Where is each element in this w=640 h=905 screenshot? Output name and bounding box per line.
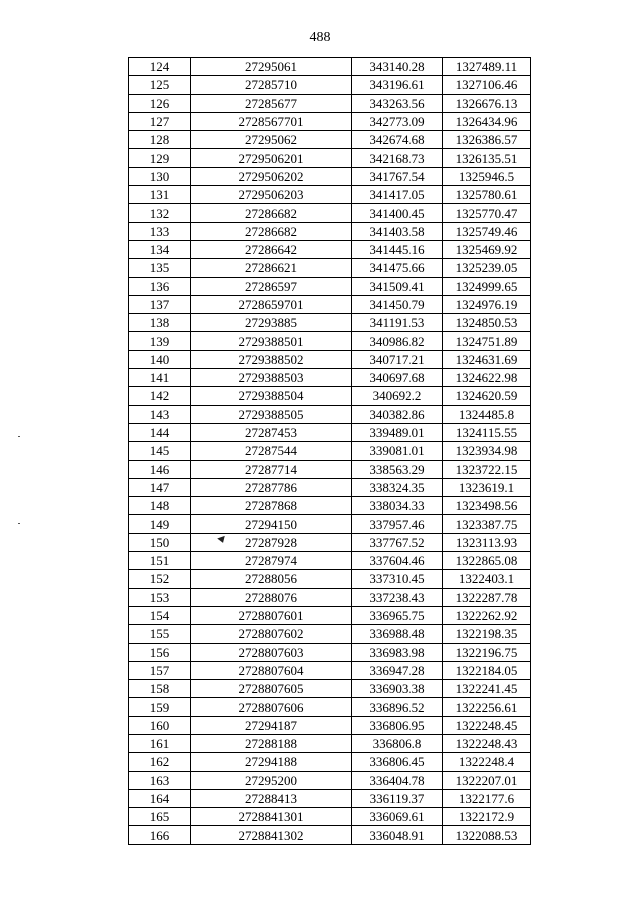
point-id-cell: 2729388505	[191, 405, 352, 423]
table-row	[129, 369, 531, 387]
table-row	[129, 405, 531, 423]
point-id-cell: 27287544	[191, 442, 352, 460]
y-coordinate-cell: 1322248.4	[443, 753, 531, 771]
table-row	[129, 552, 531, 570]
y-coordinate-cell: 1325946.5	[443, 167, 531, 185]
table-row	[129, 771, 531, 789]
point-id-cell: 2728841301	[191, 808, 352, 826]
table-row	[129, 716, 531, 734]
point-id-cell: 27288188	[191, 734, 352, 752]
y-coordinate-cell: 1322256.61	[443, 698, 531, 716]
y-coordinate-cell: 1323722.15	[443, 460, 531, 478]
x-coordinate-cell: 338563.29	[352, 460, 443, 478]
x-coordinate-cell: 341417.05	[352, 186, 443, 204]
row-index-cell: 152	[129, 570, 191, 588]
y-coordinate-cell: 1322248.45	[443, 716, 531, 734]
row-index-cell: 127	[129, 112, 191, 130]
table-row	[129, 661, 531, 679]
table-row	[129, 734, 531, 752]
row-index-cell: 128	[129, 131, 191, 149]
y-coordinate-cell: 1323113.93	[443, 533, 531, 551]
table-row	[129, 533, 531, 551]
table-row	[129, 204, 531, 222]
y-coordinate-cell: 1324999.65	[443, 277, 531, 295]
x-coordinate-cell: 340382.86	[352, 405, 443, 423]
y-coordinate-cell: 1323619.1	[443, 478, 531, 496]
x-coordinate-cell: 337310.45	[352, 570, 443, 588]
x-coordinate-cell: 341509.41	[352, 277, 443, 295]
x-coordinate-cell: 342168.73	[352, 149, 443, 167]
x-coordinate-cell: 337957.46	[352, 515, 443, 533]
row-index-cell: 151	[129, 552, 191, 570]
table-row	[129, 259, 531, 277]
row-index-cell: 146	[129, 460, 191, 478]
x-coordinate-cell: 341445.16	[352, 240, 443, 258]
x-coordinate-cell: 337604.46	[352, 552, 443, 570]
row-index-cell: 132	[129, 204, 191, 222]
point-id-cell: 2728807603	[191, 643, 352, 661]
table-row	[129, 460, 531, 478]
row-index-cell: 125	[129, 76, 191, 94]
x-coordinate-cell: 336947.28	[352, 661, 443, 679]
table-row	[129, 698, 531, 716]
coordinates-table-body	[129, 58, 531, 845]
table-row	[129, 680, 531, 698]
table-row	[129, 240, 531, 258]
x-coordinate-cell: 342773.09	[352, 112, 443, 130]
row-index-cell: 157	[129, 661, 191, 679]
x-coordinate-cell: 337238.43	[352, 588, 443, 606]
table-row	[129, 222, 531, 240]
row-index-cell: 156	[129, 643, 191, 661]
row-index-cell: 134	[129, 240, 191, 258]
row-index-cell: 155	[129, 625, 191, 643]
y-coordinate-cell: 1322287.78	[443, 588, 531, 606]
x-coordinate-cell: 336806.45	[352, 753, 443, 771]
table-row	[129, 826, 531, 844]
row-index-cell: 141	[129, 369, 191, 387]
y-coordinate-cell: 1324485.8	[443, 405, 531, 423]
point-id-cell: 27287974	[191, 552, 352, 570]
row-index-cell: 135	[129, 259, 191, 277]
point-id-cell: 2728807602	[191, 625, 352, 643]
table-row	[129, 149, 531, 167]
row-index-cell: 124	[129, 58, 191, 76]
x-coordinate-cell: 343140.28	[352, 58, 443, 76]
row-index-cell: 162	[129, 753, 191, 771]
row-index-cell: 164	[129, 789, 191, 807]
y-coordinate-cell: 1322177.6	[443, 789, 531, 807]
row-index-cell: 153	[129, 588, 191, 606]
table-row	[129, 314, 531, 332]
table-row	[129, 753, 531, 771]
y-coordinate-cell: 1326386.57	[443, 131, 531, 149]
y-coordinate-cell: 1324850.53	[443, 314, 531, 332]
y-coordinate-cell: 1326434.96	[443, 112, 531, 130]
y-coordinate-cell: 1322172.9	[443, 808, 531, 826]
table-row	[129, 332, 531, 350]
row-index-cell: 136	[129, 277, 191, 295]
y-coordinate-cell: 1322248.43	[443, 734, 531, 752]
y-coordinate-cell: 1324976.19	[443, 295, 531, 313]
point-id-cell: 2728841302	[191, 826, 352, 844]
y-coordinate-cell: 1322207.01	[443, 771, 531, 789]
point-id-cell: 27286682	[191, 204, 352, 222]
table-row	[129, 423, 531, 441]
point-id-cell: 2728567701	[191, 112, 352, 130]
point-id-cell: 2729388504	[191, 387, 352, 405]
x-coordinate-cell: 341403.58	[352, 222, 443, 240]
row-index-cell: 145	[129, 442, 191, 460]
row-index-cell: 139	[129, 332, 191, 350]
point-id-cell: 27288076	[191, 588, 352, 606]
x-coordinate-cell: 340692.2	[352, 387, 443, 405]
point-id-cell: 27285677	[191, 94, 352, 112]
table-row	[129, 76, 531, 94]
row-index-cell: 161	[129, 734, 191, 752]
y-coordinate-cell: 1324751.89	[443, 332, 531, 350]
y-coordinate-cell: 1322241.45	[443, 680, 531, 698]
x-coordinate-cell: 343263.56	[352, 94, 443, 112]
table-row	[129, 387, 531, 405]
y-coordinate-cell: 1322262.92	[443, 606, 531, 624]
x-coordinate-cell: 341767.54	[352, 167, 443, 185]
table-row	[129, 295, 531, 313]
row-index-cell: 137	[129, 295, 191, 313]
table-row	[129, 643, 531, 661]
x-coordinate-cell: 336806.8	[352, 734, 443, 752]
point-id-cell: 27287928	[191, 533, 352, 551]
y-coordinate-cell: 1322198.35	[443, 625, 531, 643]
x-coordinate-cell: 336048.91	[352, 826, 443, 844]
point-id-cell: 2729388502	[191, 350, 352, 368]
row-index-cell: 154	[129, 606, 191, 624]
x-coordinate-cell: 336988.48	[352, 625, 443, 643]
point-id-cell: 27295061	[191, 58, 352, 76]
y-coordinate-cell: 1325780.61	[443, 186, 531, 204]
x-coordinate-cell: 336069.61	[352, 808, 443, 826]
x-coordinate-cell: 341400.45	[352, 204, 443, 222]
x-coordinate-cell: 338324.35	[352, 478, 443, 496]
table-row	[129, 625, 531, 643]
table-row	[129, 186, 531, 204]
row-index-cell: 144	[129, 423, 191, 441]
x-coordinate-cell: 336806.95	[352, 716, 443, 734]
x-coordinate-cell: 336965.75	[352, 606, 443, 624]
point-id-cell: 2728807606	[191, 698, 352, 716]
y-coordinate-cell: 1322865.08	[443, 552, 531, 570]
row-index-cell: 143	[129, 405, 191, 423]
row-index-cell: 150	[129, 533, 191, 551]
table-row	[129, 606, 531, 624]
row-index-cell: 160	[129, 716, 191, 734]
table-row	[129, 131, 531, 149]
row-index-cell: 130	[129, 167, 191, 185]
y-coordinate-cell: 1327489.11	[443, 58, 531, 76]
table-row	[129, 478, 531, 496]
x-coordinate-cell: 342674.68	[352, 131, 443, 149]
x-coordinate-cell: 339081.01	[352, 442, 443, 460]
y-coordinate-cell: 1322184.05	[443, 661, 531, 679]
table-row	[129, 58, 531, 76]
table-row	[129, 570, 531, 588]
y-coordinate-cell: 1324622.98	[443, 369, 531, 387]
table-row	[129, 442, 531, 460]
row-index-cell: 149	[129, 515, 191, 533]
point-id-cell: 2729388503	[191, 369, 352, 387]
x-coordinate-cell: 340717.21	[352, 350, 443, 368]
row-index-cell: 166	[129, 826, 191, 844]
point-id-cell: 27287453	[191, 423, 352, 441]
row-index-cell: 159	[129, 698, 191, 716]
table-row	[129, 497, 531, 515]
margin-speck	[18, 523, 20, 524]
point-id-cell: 2728659701	[191, 295, 352, 313]
table-row	[129, 112, 531, 130]
x-coordinate-cell: 337767.52	[352, 533, 443, 551]
row-index-cell: 129	[129, 149, 191, 167]
x-coordinate-cell: 343196.61	[352, 76, 443, 94]
point-id-cell: 27288413	[191, 789, 352, 807]
y-coordinate-cell: 1322088.53	[443, 826, 531, 844]
y-coordinate-cell: 1325749.46	[443, 222, 531, 240]
row-index-cell: 131	[129, 186, 191, 204]
point-id-cell: 27295200	[191, 771, 352, 789]
row-index-cell: 126	[129, 94, 191, 112]
point-id-cell: 27294150	[191, 515, 352, 533]
x-coordinate-cell: 339489.01	[352, 423, 443, 441]
x-coordinate-cell: 341475.66	[352, 259, 443, 277]
point-id-cell: 27286682	[191, 222, 352, 240]
x-coordinate-cell: 341450.79	[352, 295, 443, 313]
table-row	[129, 588, 531, 606]
y-coordinate-cell: 1323498.56	[443, 497, 531, 515]
row-index-cell: 138	[129, 314, 191, 332]
y-coordinate-cell: 1325469.92	[443, 240, 531, 258]
x-coordinate-cell: 336119.37	[352, 789, 443, 807]
y-coordinate-cell: 1324631.69	[443, 350, 531, 368]
row-index-cell: 165	[129, 808, 191, 826]
point-id-cell: 2729506201	[191, 149, 352, 167]
row-index-cell: 147	[129, 478, 191, 496]
x-coordinate-cell: 340697.68	[352, 369, 443, 387]
point-id-cell: 2728807604	[191, 661, 352, 679]
coordinates-table	[128, 57, 531, 845]
x-coordinate-cell: 336896.52	[352, 698, 443, 716]
x-coordinate-cell: 341191.53	[352, 314, 443, 332]
point-id-cell: 27293885	[191, 314, 352, 332]
point-id-cell: 27294188	[191, 753, 352, 771]
y-coordinate-cell: 1322403.1	[443, 570, 531, 588]
table-row	[129, 350, 531, 368]
row-index-cell: 163	[129, 771, 191, 789]
point-id-cell: 2729388501	[191, 332, 352, 350]
point-id-cell: 2728807601	[191, 606, 352, 624]
point-id-cell: 27295062	[191, 131, 352, 149]
y-coordinate-cell: 1325239.05	[443, 259, 531, 277]
point-id-cell: 27286597	[191, 277, 352, 295]
y-coordinate-cell: 1322196.75	[443, 643, 531, 661]
row-index-cell: 142	[129, 387, 191, 405]
table-row	[129, 277, 531, 295]
row-index-cell: 140	[129, 350, 191, 368]
table-row	[129, 789, 531, 807]
x-coordinate-cell: 336983.98	[352, 643, 443, 661]
point-id-cell: 2728807605	[191, 680, 352, 698]
table-row	[129, 515, 531, 533]
table-row	[129, 94, 531, 112]
margin-speck	[18, 436, 20, 437]
point-id-cell: 27286621	[191, 259, 352, 277]
row-index-cell: 158	[129, 680, 191, 698]
x-coordinate-cell: 340986.82	[352, 332, 443, 350]
point-id-cell: 27287786	[191, 478, 352, 496]
y-coordinate-cell: 1324115.55	[443, 423, 531, 441]
x-coordinate-cell: 338034.33	[352, 497, 443, 515]
table-row	[129, 808, 531, 826]
y-coordinate-cell: 1323934.98	[443, 442, 531, 460]
point-id-cell: 27287714	[191, 460, 352, 478]
point-id-cell: 27288056	[191, 570, 352, 588]
y-coordinate-cell: 1325770.47	[443, 204, 531, 222]
point-id-cell: 27286642	[191, 240, 352, 258]
x-coordinate-cell: 336903.38	[352, 680, 443, 698]
point-id-cell: 2729506202	[191, 167, 352, 185]
point-id-cell: 27287868	[191, 497, 352, 515]
row-index-cell: 133	[129, 222, 191, 240]
y-coordinate-cell: 1326135.51	[443, 149, 531, 167]
page-number: 488	[309, 30, 331, 45]
y-coordinate-cell: 1326676.13	[443, 94, 531, 112]
x-coordinate-cell: 336404.78	[352, 771, 443, 789]
y-coordinate-cell: 1323387.75	[443, 515, 531, 533]
y-coordinate-cell: 1327106.46	[443, 76, 531, 94]
point-id-cell: 27285710	[191, 76, 352, 94]
table-row	[129, 167, 531, 185]
y-coordinate-cell: 1324620.59	[443, 387, 531, 405]
point-id-cell: 2729506203	[191, 186, 352, 204]
row-index-cell: 148	[129, 497, 191, 515]
point-id-cell: 27294187	[191, 716, 352, 734]
